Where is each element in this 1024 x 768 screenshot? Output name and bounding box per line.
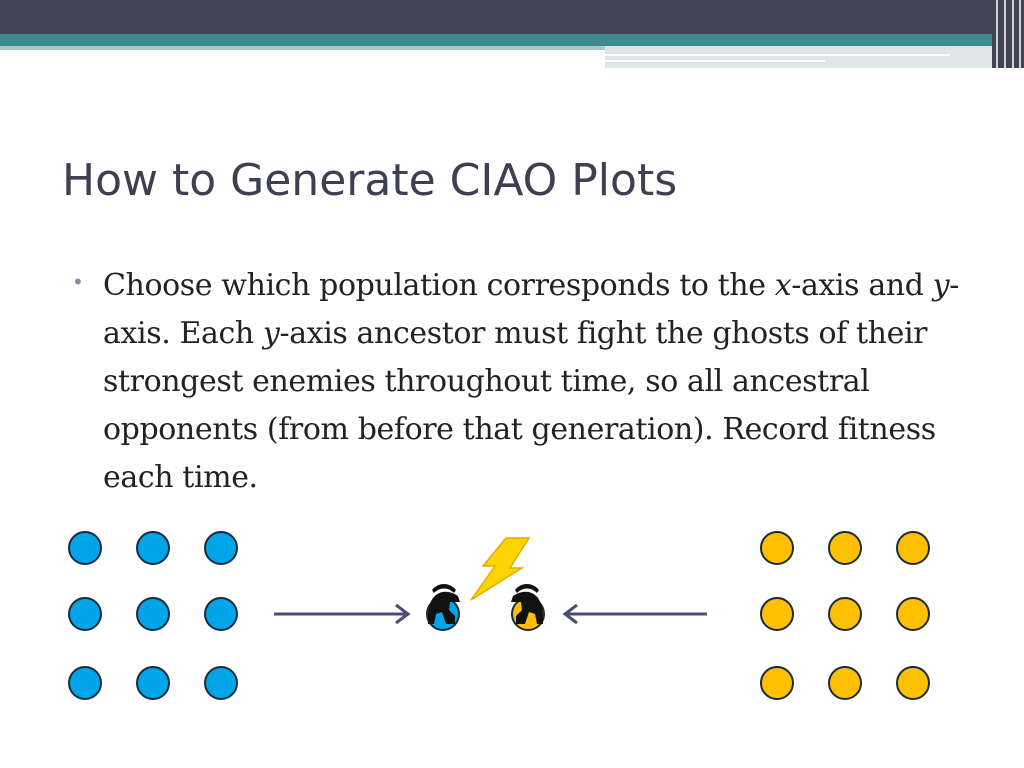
variable-y: y (932, 268, 950, 303)
arrow-icon (274, 605, 408, 623)
variable-y: y (262, 316, 280, 351)
arrow-icon (565, 605, 707, 623)
yellow-fighter (511, 584, 544, 630)
header-bar (0, 0, 1024, 34)
header-light-block (605, 46, 1024, 68)
header-thin-stripe (0, 46, 605, 50)
bullet-dot-icon: • (72, 270, 84, 294)
edge-stripe (996, 0, 998, 68)
lightning-bolt-icon (471, 538, 529, 600)
bullet-segment: -axis. Each (103, 268, 959, 351)
edge-stripe (1004, 0, 1006, 68)
header-accent-stripe (0, 34, 1024, 46)
header-edge-stripes (992, 0, 1024, 68)
edge-stripe (1019, 0, 1021, 68)
battle-graphic (0, 520, 1024, 720)
header-line (605, 54, 950, 56)
population-diagram (0, 520, 1024, 720)
header-line (605, 60, 825, 62)
bullet-text (103, 262, 972, 502)
blue-fighter (427, 584, 460, 630)
slide-title: How to Generate CIAO Plots (62, 155, 678, 206)
bullet-segment: -axis ancestor must fight the ghosts of their strongest enemies throughout time, so all ancestral opponents (from before that generation). Record fitness each time. (103, 316, 936, 495)
bullet-segment: -axis and (791, 268, 933, 303)
variable-x: x (774, 268, 792, 303)
bullet-item (72, 262, 972, 502)
bullet-segment: Choose which population corresponds to the (103, 268, 775, 303)
edge-stripe (1012, 0, 1014, 68)
